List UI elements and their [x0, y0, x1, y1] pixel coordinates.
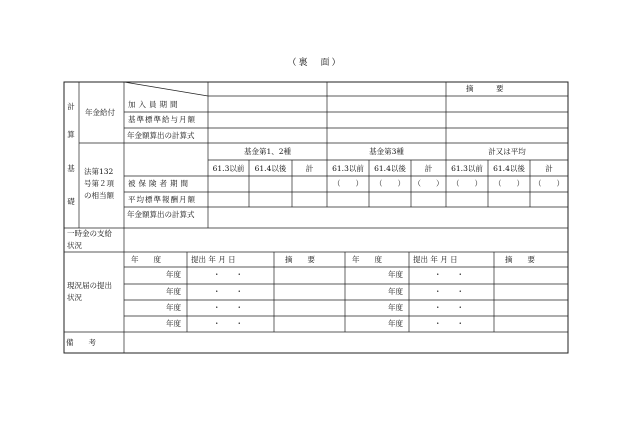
hou132-label: 法第132 号第２項 の相当額 — [84, 167, 114, 200]
fund-header: 基金第3種 — [369, 147, 404, 156]
period-header: 61.3以前 — [212, 164, 245, 173]
period-header: 計 — [545, 164, 553, 173]
nenkin-kyufu-label: 年金給付 — [85, 108, 115, 117]
genkyo-header: 年 度 — [352, 255, 382, 264]
biko-label: 備 考 — [66, 338, 96, 347]
genkyo-header: 提出 年 月 日 — [191, 255, 236, 264]
date-cell: ・ ・ — [213, 303, 243, 312]
genkyo-header: 提出 年 月 日 — [413, 255, 458, 264]
nendo-cell: 年度 — [388, 303, 403, 312]
genkyo-header: 年 度 — [131, 255, 161, 264]
date-cell: ・ ・ — [434, 270, 464, 279]
keisan-char: 礎 — [67, 197, 75, 206]
row-label: 被保険者期間 — [128, 179, 191, 188]
period-header: 計 — [424, 164, 433, 173]
nendo-cell: 年度 — [166, 319, 181, 328]
row-label: 基準標準給与月額 — [128, 115, 196, 124]
period-header: 61.3以前 — [332, 164, 364, 173]
paren-cell: （ ） — [452, 179, 482, 188]
fund-header: 基金第1、2種 — [243, 147, 292, 156]
row-label: 年金額算出の計算式 — [127, 131, 195, 140]
keisan-char: 計 — [67, 102, 75, 111]
nendo-cell: 年度 — [388, 270, 403, 279]
paren-cell: （ ） — [494, 179, 524, 188]
fund-header: 計又は平均 — [488, 147, 526, 156]
genkyo-label: 現況届の提出 状況 — [67, 281, 112, 302]
genkyo-header: 摘 要 — [285, 255, 315, 264]
page-title: （裏 面） — [287, 58, 343, 68]
paren-cell: （ ） — [375, 179, 405, 188]
date-cell: ・ ・ — [213, 287, 243, 296]
nendo-cell: 年度 — [166, 303, 181, 312]
nendo-cell: 年度 — [388, 319, 403, 328]
period-header: 61.4以後 — [254, 164, 287, 173]
row-label: 平均標準報酬月額 — [128, 195, 196, 204]
keisan-char: 算 — [67, 130, 75, 139]
period-header: 計 — [305, 164, 314, 173]
paren-cell: （ ） — [413, 179, 444, 188]
date-cell: ・ ・ — [213, 319, 243, 328]
date-cell: ・ ・ — [434, 319, 464, 328]
row-label: 年金額算出の計算式 — [127, 210, 195, 219]
period-header: 61.4以後 — [493, 164, 525, 173]
paren-cell: （ ） — [534, 179, 564, 188]
date-cell: ・ ・ — [213, 270, 243, 279]
period-header: 61.3以前 — [451, 164, 483, 173]
genkyo-header: 摘 要 — [505, 255, 535, 264]
period-header: 61.4以後 — [374, 164, 406, 173]
nendo-cell: 年度 — [388, 287, 403, 296]
nendo-cell: 年度 — [166, 287, 181, 296]
row-label: 加入員期間 — [128, 100, 181, 109]
keisan-char: 基 — [67, 164, 75, 173]
date-cell: ・ ・ — [434, 287, 464, 296]
tekiyo-header: 摘 要 — [466, 84, 504, 93]
date-cell: ・ ・ — [434, 303, 464, 312]
paren-cell: （ ） — [333, 179, 363, 188]
ichijikin-label: 一時金の支給 状況 — [67, 229, 112, 250]
nendo-cell: 年度 — [166, 270, 181, 279]
